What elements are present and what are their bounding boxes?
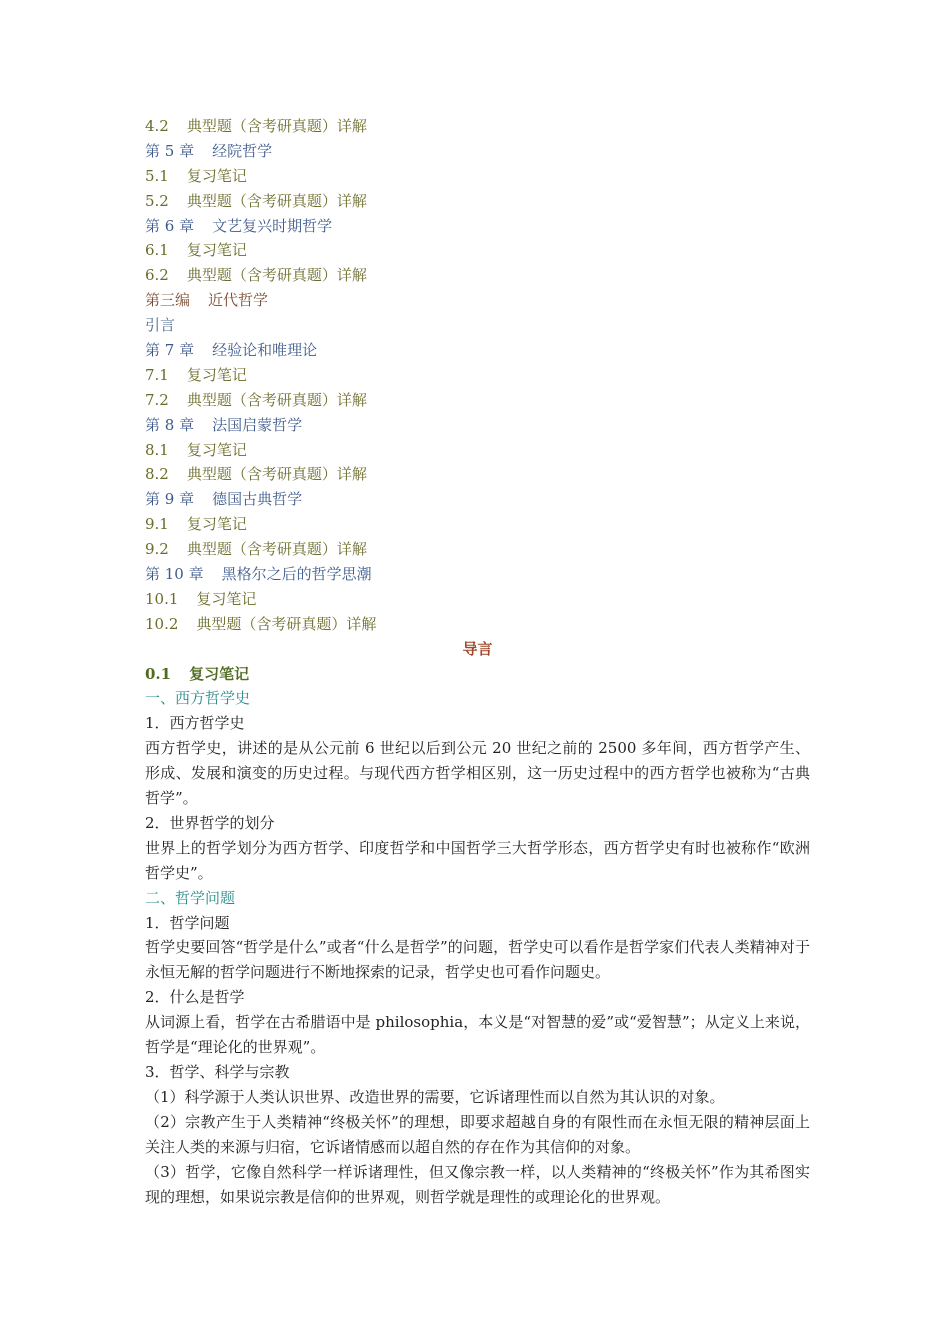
toc-entry-number: 引言 xyxy=(145,316,176,335)
toc-entry[interactable] xyxy=(145,114,810,139)
intro-heading: 导言 xyxy=(462,639,493,658)
toc-entry-number: 6.2 xyxy=(145,266,169,285)
toc-entry-title: 典型题（含考研真题）详解 xyxy=(186,191,367,210)
toc-entry-title: 法国启蒙哲学 xyxy=(212,415,303,434)
toc-entry-title: 典型题（含考研真题）详解 xyxy=(186,117,367,135)
toc-entry-title: 文艺复兴时期哲学 xyxy=(212,216,333,235)
paragraph: 世界上的哲学划分为西方哲学、印度哲学和中国哲学三大哲学形态，西方哲学史有时也被称作“欧洲哲学史”。 xyxy=(145,838,810,882)
document-page xyxy=(145,114,810,1209)
toc-entry[interactable] xyxy=(145,562,810,587)
toc-entry-number: 10.1 xyxy=(145,589,179,608)
section-heading-number: 0.1 xyxy=(145,664,172,683)
toc-entry[interactable] xyxy=(145,363,810,388)
paragraph: 从词源上看，哲学在古希腊语中是 philosophia，本义是“对智慧的爱”或“爱智慧”；从定义上来说，哲学是“理论化的世界观”。 xyxy=(145,1013,810,1057)
toc-entry-number: 第 9 章 xyxy=(145,490,195,509)
toc-entry[interactable] xyxy=(145,438,810,463)
toc-entry[interactable] xyxy=(145,189,810,214)
section-heading-title: 复习笔记 xyxy=(189,664,250,683)
subsection-title: 2．什么是哲学 xyxy=(145,988,245,1007)
subsection-title: 2．世界哲学的划分 xyxy=(145,813,275,832)
toc-entry-title: 复习笔记 xyxy=(186,515,247,534)
paragraph: 哲学史要回答“哲学是什么”或者“什么是哲学”的问题，哲学史可以看作是哲学家们代表人类精神对于永恒无解的哲学问题进行不断地探索的记录，哲学史也可看作问题史。 xyxy=(145,938,810,982)
toc-entry[interactable] xyxy=(145,587,810,612)
toc-entry-title: 典型题（含考研真题）详解 xyxy=(186,390,367,409)
toc-entry-number: 第 6 章 xyxy=(145,216,195,235)
toc-entry-title: 复习笔记 xyxy=(186,440,247,459)
toc-entry[interactable] xyxy=(145,537,810,562)
toc-entry-number: 8.1 xyxy=(145,440,169,459)
toc-entry-number: 8.2 xyxy=(145,465,169,484)
list-item: （3）哲学，它像自然科学一样诉诸理性，但又像宗教一样，以人类精神的“终极关怀”作为其希图实现的理想，如果说宗教是信仰的世界观，则哲学就是理性的或理论化的世界观。 xyxy=(145,1162,810,1206)
section-heading xyxy=(145,662,810,687)
subsection-title: 1．哲学问题 xyxy=(145,913,230,932)
table-of-contents xyxy=(145,114,810,637)
toc-entry-title: 复习笔记 xyxy=(196,589,257,608)
toc-entry[interactable] xyxy=(145,288,810,313)
toc-entry-number: 5.1 xyxy=(145,166,169,185)
toc-entry[interactable] xyxy=(145,139,810,164)
toc-entry-title: 典型题（含考研真题）详解 xyxy=(196,614,377,633)
toc-entry[interactable] xyxy=(145,313,810,338)
toc-entry[interactable] xyxy=(145,413,810,438)
toc-entry[interactable] xyxy=(145,263,810,288)
toc-entry-number: 第 10 章 xyxy=(145,565,204,584)
toc-entry[interactable] xyxy=(145,214,810,239)
part-heading: 一、西方哲学史 xyxy=(145,689,251,708)
toc-entry-number: 9.1 xyxy=(145,515,169,534)
part-heading: 二、哲学问题 xyxy=(145,888,236,907)
subsection-title: 3．哲学、科学与宗教 xyxy=(145,1062,290,1081)
paragraph: 西方哲学史，讲述的是从公元前 6 世纪以后到公元 20 世纪之前的 2500 多年间，西方哲学产生、形成、发展和演变的历史过程。与现代西方哲学相区别，这一历史过程中的西方哲学也被称为“古典哲学”。 xyxy=(145,739,810,808)
toc-entry-number: 第 8 章 xyxy=(145,415,195,434)
toc-entry-number: 9.2 xyxy=(145,540,169,559)
toc-entry-title: 近代哲学 xyxy=(208,291,269,310)
toc-entry-title: 经院哲学 xyxy=(212,141,273,160)
toc-entry-title: 德国古典哲学 xyxy=(212,490,303,509)
toc-entry[interactable] xyxy=(145,462,810,487)
toc-entry-number: 4.2 xyxy=(145,117,169,135)
toc-entry-title: 典型题（含考研真题）详解 xyxy=(186,266,367,285)
toc-entry-number: 7.1 xyxy=(145,365,169,384)
toc-entry-title: 黑格尔之后的哲学思潮 xyxy=(221,565,372,584)
subsection-title: 1．西方哲学史 xyxy=(145,714,245,733)
list-item: （2）宗教产生于人类精神“终极关怀”的理想，即要求超越自身的有限性而在永恒无限的精神层面上关注人类的来源与归宿，它诉诸情感而以超自然的存在作为其信仰的对象。 xyxy=(145,1112,810,1156)
toc-entry-number: 第 7 章 xyxy=(145,341,195,360)
toc-entry[interactable] xyxy=(145,512,810,537)
toc-entry-number: 第三编 xyxy=(145,291,191,310)
toc-entry[interactable] xyxy=(145,612,810,637)
toc-entry-title: 典型题（含考研真题）详解 xyxy=(186,465,367,484)
toc-entry-number: 10.2 xyxy=(145,614,179,633)
toc-entry-number: 7.2 xyxy=(145,390,169,409)
toc-entry[interactable] xyxy=(145,238,810,263)
toc-entry-title: 典型题（含考研真题）详解 xyxy=(186,540,367,559)
toc-entry-title: 复习笔记 xyxy=(186,365,247,384)
toc-entry-number: 6.1 xyxy=(145,241,169,260)
toc-entry[interactable] xyxy=(145,487,810,512)
toc-entry-title: 复习笔记 xyxy=(186,166,247,185)
toc-entry-number: 5.2 xyxy=(145,191,169,210)
toc-entry-number: 第 5 章 xyxy=(145,141,195,160)
toc-entry-title: 复习笔记 xyxy=(186,241,247,260)
toc-entry[interactable] xyxy=(145,338,810,363)
toc-entry-title: 经验论和唯理论 xyxy=(212,341,318,360)
toc-entry[interactable] xyxy=(145,164,810,189)
toc-entry[interactable] xyxy=(145,388,810,413)
list-item: （1）科学源于人类认识世界、改造世界的需要，它诉诸理性而以自然为其认识的对象。 xyxy=(145,1087,725,1106)
